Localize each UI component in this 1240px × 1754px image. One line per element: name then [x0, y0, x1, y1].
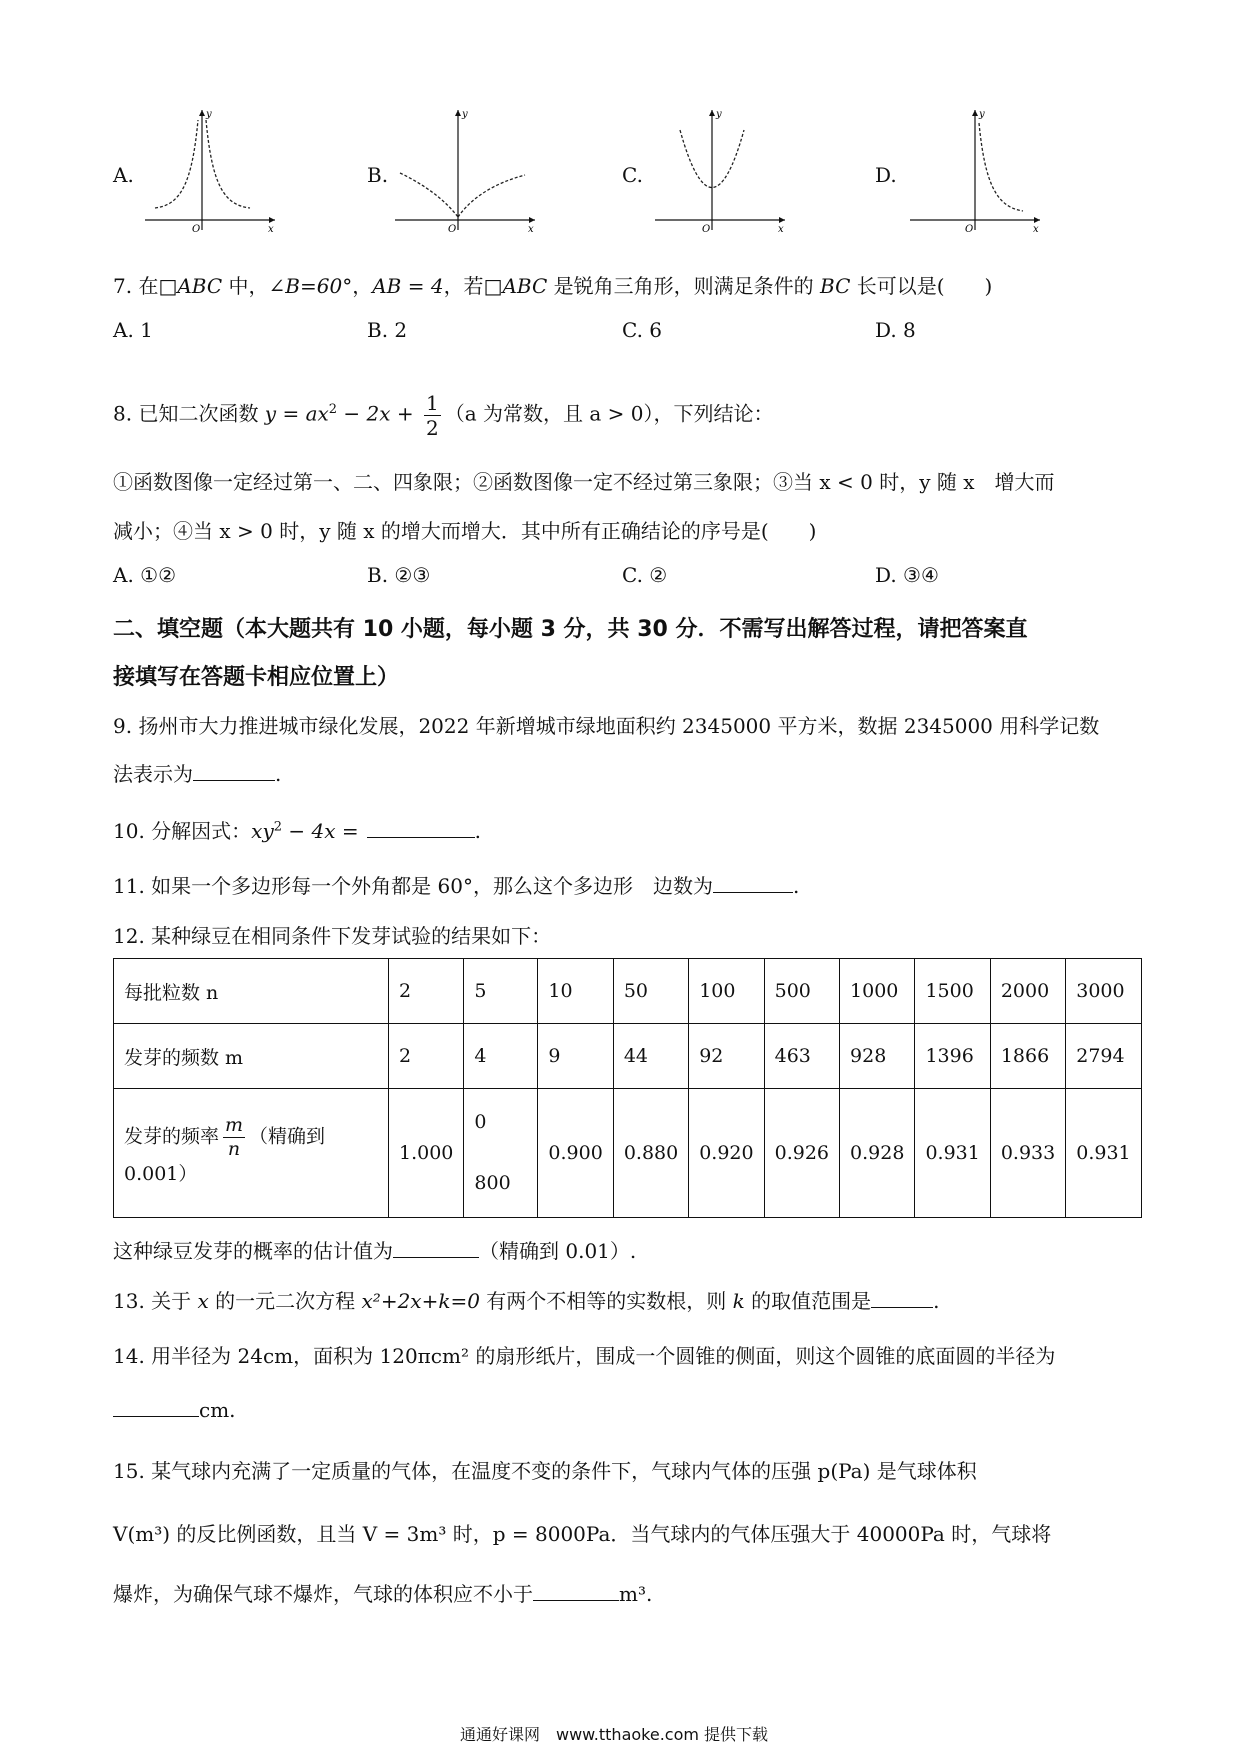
q9-answer-blank[interactable] [193, 760, 275, 781]
q8-line3: 减小；④当 x > 0 时，y 随 x 的增大而增大．其中所有正确结论的序号是( ) [113, 519, 817, 543]
table-cell: 1396 [915, 1024, 990, 1089]
q12-after: 这种绿豆发芽的概率的估计值为 （精确到 0.01）. [113, 1239, 637, 1263]
q8-option-c[interactable]: C. ② [622, 563, 668, 587]
q6-graph-a [140, 105, 280, 235]
q15-answer-blank[interactable] [533, 1580, 619, 1601]
table-row [114, 1024, 1142, 1089]
q9-line1: 9. 扬州市大力推进城市绿化发展，2022 年新增城市绿地面积约 2345000 平方米，数据 2345000 用科学记数 [113, 714, 1100, 738]
q6-graph-d-origin: O [965, 224, 974, 235]
table-cell: 0.920 [689, 1089, 764, 1218]
table-cell: 0.928 [840, 1089, 915, 1218]
table-cell: 500 [764, 959, 839, 1024]
q14-line1: 14. 用半径为 24cm，面积为 120πcm² 的扇形纸片，围成一个圆锥的侧面，则这个圆锥的底面圆的半径为 [113, 1344, 1056, 1368]
q15-line2: V(m³) 的反比例函数，且当 V = 3m³ 时，p = 8000Pa．当气球内的气体压强大于 40000Pa 时，气球将 [113, 1522, 1052, 1546]
table-cell: 0.931 [1066, 1089, 1141, 1218]
table-cell: 2794 [1066, 1024, 1141, 1089]
q11-stem: 11. 如果一个多边形每一个外角都是 60°，那么这个多边形 边数为 . [113, 874, 800, 898]
table-cell: 10 [538, 959, 613, 1024]
table-cell: 2000 [990, 959, 1065, 1024]
q8-option-d[interactable]: D. ③④ [875, 563, 939, 587]
q8-stem: 8. 已知二次函数 $y = ax^2 - 2x$ + $\frac{1}{2}$ （a 为常数，且 a > 0），下列结论： [113, 390, 774, 440]
table-cell: 2 [389, 959, 464, 1024]
q6-graph-b [390, 105, 540, 235]
q15-line1: 15. 某气球内充满了一定质量的气体，在温度不变的条件下，气球内气体的压强 p(Pa) 是气球体积 [113, 1459, 977, 1483]
q9-line2: 法表示为 . [113, 762, 282, 786]
q14-answer-blank[interactable] [113, 1396, 199, 1417]
table-cell: 2 [389, 1024, 464, 1089]
q7-stem: 7. 在□ABC 中，∠B=60°，AB = 4，若□ABC 是锐角三角形，则满足条件的 BC 长可以是( ) [113, 274, 993, 298]
q6-graph-a-y-label: y [206, 109, 212, 120]
table-cell: 1.000 [389, 1089, 464, 1218]
q6-graph-d-x-label: x [1033, 224, 1039, 235]
q12-table [113, 958, 1142, 1218]
q12-frequency-fraction: $\frac{m}{n}$ [225, 1114, 244, 1161]
table-cell: 1500 [915, 959, 990, 1024]
q14-line2: cm. [113, 1396, 236, 1422]
q6-graph-c [650, 105, 790, 235]
table-cell: 0.900 [538, 1089, 613, 1218]
table-cell: 100 [689, 959, 764, 1024]
q8-option-a[interactable]: A. ①② [113, 563, 177, 587]
q6-graph-a-origin: O [192, 224, 201, 235]
table-cell: 463 [764, 1024, 839, 1089]
q12-intro: 12. 某种绿豆在相同条件下发芽试验的结果如下： [113, 924, 552, 948]
q6-graph-c-origin: O [702, 224, 711, 235]
table-row [114, 959, 1142, 1024]
q6-option-c-label: C. [622, 163, 643, 187]
q7-option-a[interactable]: A. 1 [113, 318, 153, 342]
q6-graph-b-x-label: x [528, 224, 534, 235]
q6-graph-d-y-label: y [979, 109, 985, 120]
q6-graph-b-origin: O [448, 224, 457, 235]
table-cell: 0 800 [464, 1089, 538, 1218]
table-cell: 4 [464, 1024, 538, 1089]
q15-line3: 爆炸，为确保气球不爆炸，气球的体积应不小于 m³. [113, 1582, 653, 1606]
table-cell: 1000 [840, 959, 915, 1024]
table-cell: 92 [689, 1024, 764, 1089]
table-cell: 9 [538, 1024, 613, 1089]
q13-stem: 13. 关于 x 的一元二次方程 x²+2x+k=0 有两个不相等的实数根，则 k 的取值范围是 . [113, 1289, 940, 1313]
table-cell: 0.931 [915, 1089, 990, 1218]
q8-line2: ①函数图像一定经过第一、二、四象限；②函数图像一定不经过第三象限；③当 x < 0 时，y 随 x 增大而 [113, 470, 1055, 494]
page-footer: 通通好课网 www.tthaoke.com 提供下载 [460, 1725, 769, 1744]
table-cell: 0.926 [764, 1089, 839, 1218]
table-cell: 44 [613, 1024, 688, 1089]
table-cell: 每批粒数 n [114, 959, 389, 1024]
q6-graph-a-x-label: x [268, 224, 274, 235]
q6-graph-c-y-label: y [716, 109, 722, 120]
table-cell: 发芽的频率 $\frac{m}{n}$ （精确到 0.001） [114, 1089, 389, 1218]
q11-answer-blank[interactable] [713, 872, 793, 893]
table-cell: 0.880 [613, 1089, 688, 1218]
table-cell: 1866 [990, 1024, 1065, 1089]
table-cell: 0.933 [990, 1089, 1065, 1218]
q12-answer-blank[interactable] [393, 1237, 479, 1258]
table-cell: 50 [613, 959, 688, 1024]
q6-graph-d [905, 105, 1045, 235]
table-cell: 3000 [1066, 959, 1141, 1024]
table-row [114, 1089, 1142, 1218]
q6-option-a-label: A. [113, 163, 134, 187]
table-cell: 5 [464, 959, 538, 1024]
q7-option-c[interactable]: C. 6 [622, 318, 663, 342]
q13-answer-blank[interactable] [871, 1287, 933, 1308]
table-cell: 928 [840, 1024, 915, 1089]
section2-heading-line1: 二、填空题（本大题共有 10 小题，每小题 3 分，共 30 分．不需写出解答过程，请把答案直 [113, 617, 1028, 642]
q8-option-b[interactable]: B. ②③ [367, 563, 431, 587]
q7-option-b[interactable]: B. 2 [367, 318, 408, 342]
q10-answer-blank[interactable] [367, 817, 475, 838]
section2-heading-line2: 接填写在答题卡相应位置上） [113, 665, 400, 690]
table-cell: 发芽的频数 m [114, 1024, 389, 1089]
q7-option-d[interactable]: D. 8 [875, 318, 916, 342]
q6-graph-b-y-label: y [462, 109, 468, 120]
q8-fraction: $\frac{1}{2}$ [426, 390, 439, 440]
q6-option-b-label: B. [367, 163, 389, 187]
q10-stem: 10. 分解因式：$xy^2 - 4x$ = . [113, 819, 481, 843]
q6-option-d-label: D. [875, 163, 897, 187]
q6-graph-c-x-label: x [778, 224, 784, 235]
